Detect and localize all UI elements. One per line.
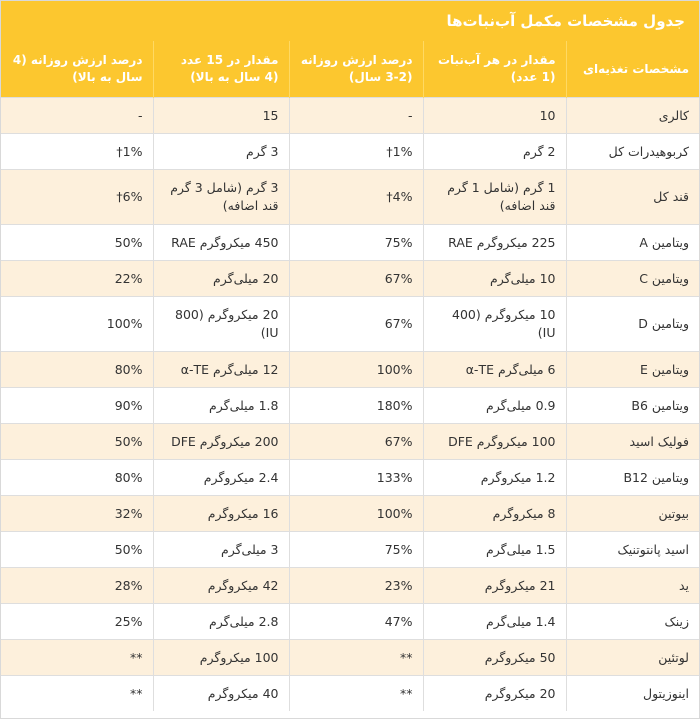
daily-value-2-3-cell: - bbox=[289, 98, 423, 134]
amount-per-candy-cell: 10 bbox=[423, 98, 566, 134]
header-row bbox=[1, 41, 699, 98]
amount-per-15-cell: 16 میکروگرم bbox=[153, 496, 289, 532]
amount-per-15-cell: 2.4 میکروگرم bbox=[153, 460, 289, 496]
nutrient-cell: کربوهیدرات کل bbox=[566, 134, 699, 170]
nutrient-cell: ویتامین C bbox=[566, 261, 699, 297]
table-row bbox=[1, 568, 699, 604]
amount-per-15-cell: 40 میکروگرم bbox=[153, 676, 289, 712]
nutrient-cell: قند کل bbox=[566, 170, 699, 225]
amount-per-candy-cell: 100 میکروگرم DFE bbox=[423, 424, 566, 460]
table-row bbox=[1, 261, 699, 297]
daily-value-2-3-cell: 180% bbox=[289, 388, 423, 424]
nutrient-cell: ویتامین B6 bbox=[566, 388, 699, 424]
table-row bbox=[1, 496, 699, 532]
daily-value-2-3-cell: 67% bbox=[289, 297, 423, 352]
daily-value-2-3-cell: 133% bbox=[289, 460, 423, 496]
amount-per-candy-cell: 20 میکروگرم bbox=[423, 676, 566, 712]
table-row bbox=[1, 225, 699, 261]
table-row bbox=[1, 134, 699, 170]
table-row bbox=[1, 604, 699, 640]
amount-per-candy-cell: 6 میلی‌گرم α-TE bbox=[423, 352, 566, 388]
daily-value-2-3-cell: 100% bbox=[289, 352, 423, 388]
table-body bbox=[1, 98, 699, 712]
table-row bbox=[1, 460, 699, 496]
daily-value-4plus-cell: 50% bbox=[1, 532, 153, 568]
amount-per-candy-cell: 50 میکروگرم bbox=[423, 640, 566, 676]
nutrient-cell: بیوتین bbox=[566, 496, 699, 532]
amount-per-15-cell: 42 میکروگرم bbox=[153, 568, 289, 604]
daily-value-2-3-cell: 75% bbox=[289, 532, 423, 568]
amount-per-15-cell: 12 میلی‌گرم α-TE bbox=[153, 352, 289, 388]
nutrition-table bbox=[1, 1, 699, 711]
amount-per-candy-cell: 1 گرم (شامل 1 گرم قند اضافه) bbox=[423, 170, 566, 225]
header-daily-value-4plus: درصد ارزش روزانه (4 سال به بالا) bbox=[1, 41, 153, 98]
table-row bbox=[1, 676, 699, 712]
nutrient-cell: ویتامین E bbox=[566, 352, 699, 388]
daily-value-4plus-cell: ** bbox=[1, 676, 153, 712]
amount-per-15-cell: 3 گرم bbox=[153, 134, 289, 170]
daily-value-4plus-cell: 90% bbox=[1, 388, 153, 424]
daily-value-4plus-cell: 50% bbox=[1, 225, 153, 261]
amount-per-15-cell: 15 bbox=[153, 98, 289, 134]
amount-per-15-cell: 450 میکروگرم RAE bbox=[153, 225, 289, 261]
amount-per-candy-cell: 1.2 میکروگرم bbox=[423, 460, 566, 496]
amount-per-15-cell: 1.8 میلی‌گرم bbox=[153, 388, 289, 424]
amount-per-15-cell: 3 میلی‌گرم bbox=[153, 532, 289, 568]
daily-value-2-3-cell: ** bbox=[289, 640, 423, 676]
header-amount-per-candy: مقدار در هر آب‌نبات (1 عدد) bbox=[423, 41, 566, 98]
table-row bbox=[1, 98, 699, 134]
daily-value-4plus-cell: - bbox=[1, 98, 153, 134]
amount-per-candy-cell: 1.5 میلی‌گرم bbox=[423, 532, 566, 568]
amount-per-15-cell: 20 میلی‌گرم bbox=[153, 261, 289, 297]
header-amount-per-15: مقدار در 15 عدد (4 سال به بالا) bbox=[153, 41, 289, 98]
nutrient-cell: ویتامین D bbox=[566, 297, 699, 352]
nutrient-cell: اسید پانتوتنیک bbox=[566, 532, 699, 568]
daily-value-2-3-cell: 67% bbox=[289, 424, 423, 460]
table-row bbox=[1, 532, 699, 568]
amount-per-candy-cell: 21 میکروگرم bbox=[423, 568, 566, 604]
amount-per-candy-cell: 0.9 میلی‌گرم bbox=[423, 388, 566, 424]
table-row bbox=[1, 297, 699, 352]
amount-per-15-cell: 100 میکروگرم bbox=[153, 640, 289, 676]
amount-per-candy-cell: 8 میکروگرم bbox=[423, 496, 566, 532]
nutrient-cell: ویتامین A bbox=[566, 225, 699, 261]
table-row bbox=[1, 170, 699, 225]
daily-value-4plus-cell: 1%† bbox=[1, 134, 153, 170]
daily-value-4plus-cell: 80% bbox=[1, 460, 153, 496]
daily-value-4plus-cell: 80% bbox=[1, 352, 153, 388]
header-daily-value-2-3: درصد ارزش روزانه (2-3 سال) bbox=[289, 41, 423, 98]
daily-value-2-3-cell: 75% bbox=[289, 225, 423, 261]
daily-value-2-3-cell: 47% bbox=[289, 604, 423, 640]
amount-per-candy-cell: 225 میکروگرم RAE bbox=[423, 225, 566, 261]
amount-per-15-cell: 2.8 میلی‌گرم bbox=[153, 604, 289, 640]
amount-per-15-cell: 20 میکروگرم (800 IU) bbox=[153, 297, 289, 352]
amount-per-candy-cell: 1.4 میلی‌گرم bbox=[423, 604, 566, 640]
amount-per-15-cell: 3 گرم (شامل 3 گرم قند اضافه) bbox=[153, 170, 289, 225]
amount-per-15-cell: 200 میکروگرم DFE bbox=[153, 424, 289, 460]
daily-value-2-3-cell: 4%† bbox=[289, 170, 423, 225]
nutrient-cell: زینک bbox=[566, 604, 699, 640]
daily-value-2-3-cell: 1%† bbox=[289, 134, 423, 170]
table-row bbox=[1, 640, 699, 676]
table-row bbox=[1, 352, 699, 388]
daily-value-4plus-cell: 6%† bbox=[1, 170, 153, 225]
daily-value-4plus-cell: 32% bbox=[1, 496, 153, 532]
daily-value-4plus-cell: 50% bbox=[1, 424, 153, 460]
daily-value-4plus-cell: 25% bbox=[1, 604, 153, 640]
header-nutrient: مشخصات تغذیه‌ای bbox=[566, 41, 699, 98]
nutrient-cell: اینوزیتول bbox=[566, 676, 699, 712]
nutrient-cell: ید bbox=[566, 568, 699, 604]
table-row bbox=[1, 388, 699, 424]
daily-value-2-3-cell: 23% bbox=[289, 568, 423, 604]
daily-value-4plus-cell: 22% bbox=[1, 261, 153, 297]
daily-value-4plus-cell: 28% bbox=[1, 568, 153, 604]
daily-value-4plus-cell: ** bbox=[1, 640, 153, 676]
daily-value-2-3-cell: 100% bbox=[289, 496, 423, 532]
amount-per-candy-cell: 2 گرم bbox=[423, 134, 566, 170]
table-title: جدول مشخصات مکمل آب‌نبات‌ها bbox=[1, 1, 699, 41]
nutrient-cell: فولیک اسید bbox=[566, 424, 699, 460]
daily-value-4plus-cell: 100% bbox=[1, 297, 153, 352]
nutrient-cell: لوتئین bbox=[566, 640, 699, 676]
table-row bbox=[1, 424, 699, 460]
nutrient-cell: کالری bbox=[566, 98, 699, 134]
amount-per-candy-cell: 10 میکروگرم (400 IU) bbox=[423, 297, 566, 352]
amount-per-candy-cell: 10 میلی‌گرم bbox=[423, 261, 566, 297]
daily-value-2-3-cell: 67% bbox=[289, 261, 423, 297]
nutrient-cell: ویتامین B12 bbox=[566, 460, 699, 496]
daily-value-2-3-cell: ** bbox=[289, 676, 423, 712]
